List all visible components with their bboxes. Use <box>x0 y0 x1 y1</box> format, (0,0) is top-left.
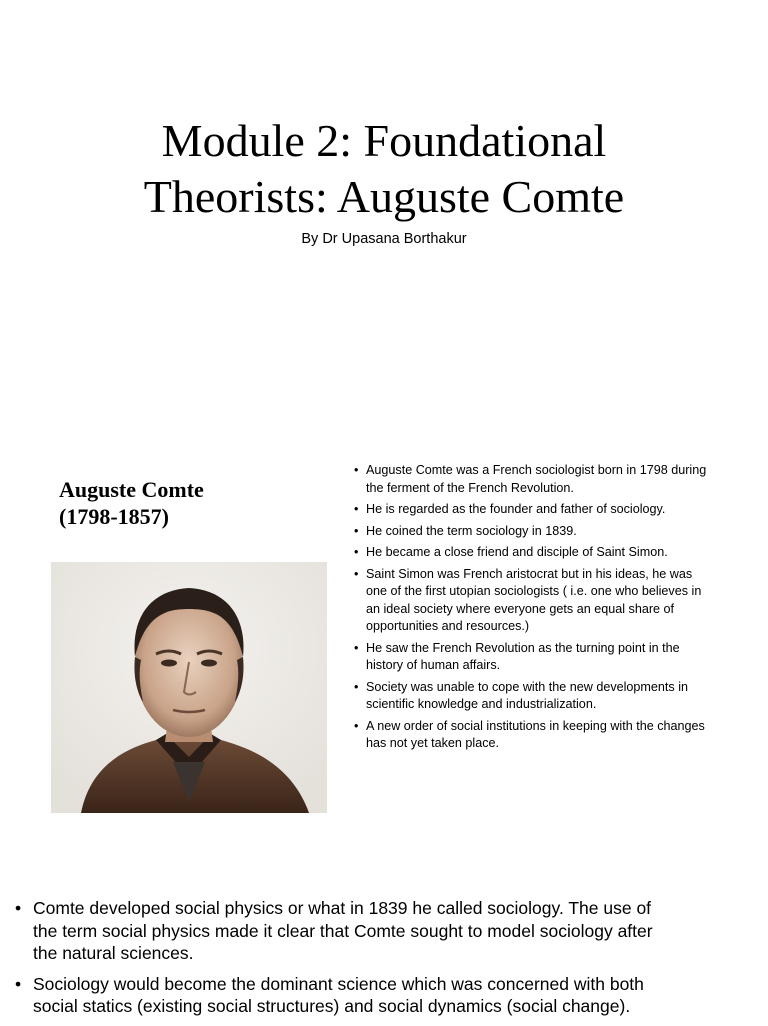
portrait-heading <box>59 476 204 530</box>
comte-facts-list <box>354 462 714 757</box>
list-item: • A new order of social institutions in keeping with the changes has not yet taken place. <box>354 718 714 753</box>
title-line-2: Theorists: Auguste Comte <box>143 171 625 222</box>
portrait-dates: (1798-1857) <box>59 504 169 529</box>
list-item: • Auguste Comte was a French sociologist born in 1798 during the ferment of the French Revolution. <box>354 462 714 497</box>
title-line-1: Module 2: Foundational <box>161 115 607 166</box>
list-item: • Society was unable to cope with the new developments in scientific knowledge and industrialization. <box>354 679 714 714</box>
author-subtitle: By Dr Upasana Borthakur <box>301 231 467 247</box>
slide-title <box>60 113 708 225</box>
list-item: • He is regarded as the founder and father of sociology. <box>354 501 714 519</box>
portrait-image <box>51 562 327 813</box>
portrait-name: Auguste Comte <box>59 477 204 502</box>
list-item: • He became a close friend and disciple of Saint Simon. <box>354 544 714 562</box>
list-item: • He coined the term sociology in 1839. <box>354 523 714 541</box>
list-item: • He saw the French Revolution as the turning point in the history of human affairs. <box>354 640 714 675</box>
list-item: • Sociology would become the dominant science which was concerned with both social statics (existing social structures) and social dynamics (social change). <box>14 973 674 1018</box>
social-physics-list <box>14 897 674 1026</box>
list-item: • Comte developed social physics or what in 1839 he called sociology. The use of the term social physics made it clear that Comte sought to model sociology after the natural sciences. <box>14 897 674 965</box>
list-item: • Saint Simon was French aristocrat but in his ideas, he was one of the first utopian sociologists ( i.e. one who believes in an ideal society where everyone gets an equal share of opportunities and resources.) <box>354 566 714 636</box>
